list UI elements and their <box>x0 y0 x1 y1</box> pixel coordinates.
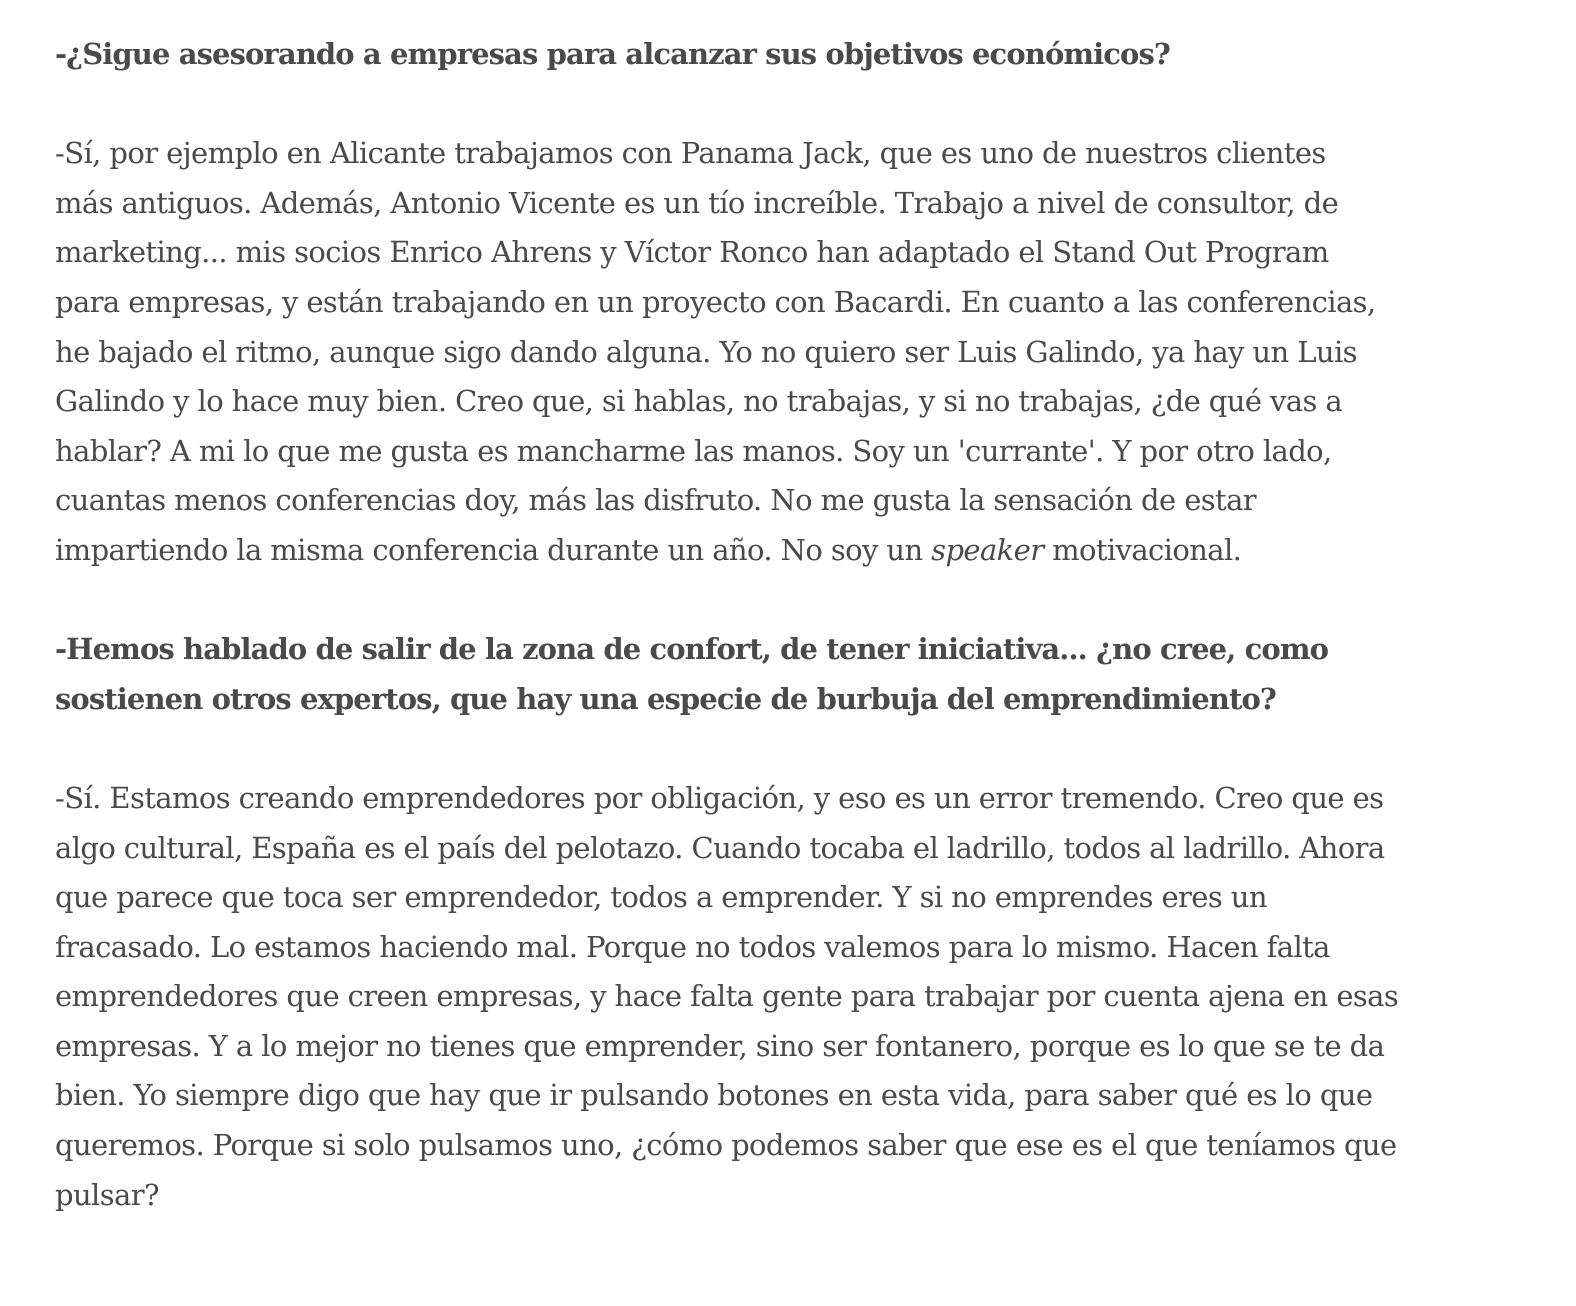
text-line: -Hemos hablado de salir de la zona de confort, de tener iniciativa... ¿no cree, como <box>55 632 1329 667</box>
text-line: bien. Yo siempre digo que hay que ir pulsando botones en esta vida, para saber qué es lo que <box>55 1078 1373 1113</box>
interview-answer-2 <box>55 774 1565 1220</box>
emphasis-speaker: speaker <box>931 532 1044 567</box>
text-line: Galindo y lo hace muy bien. Creo que, si hablas, no trabajas, y si no trabajas, ¿de qué vas a <box>55 384 1343 419</box>
paragraph-gap <box>55 80 1565 130</box>
text-line: empresas. Y a lo mejor no tienes que emprender, sino ser fontanero, porque es lo que se te da <box>55 1028 1385 1063</box>
text-line: emprendedores que creen empresas, y hace falta gente para trabajar por cuenta ajena en esas <box>55 979 1399 1014</box>
text-segment: impartiendo la misma conferencia durante un año. No soy un <box>55 532 932 567</box>
text-line: he bajado el ritmo, aunque sigo dando alguna. Yo no quiero ser Luis Galindo, ya hay un Luis <box>55 334 1357 369</box>
text-line: sostienen otros expertos, que hay una especie de burbuja del emprendimiento? <box>55 681 1277 716</box>
interview-question-2 <box>55 625 1565 724</box>
text-line: -Sí, por ejemplo en Alicante trabajamos con Panama Jack, que es uno de nuestros clientes <box>55 136 1326 171</box>
text-line-with-emphasis <box>55 526 1565 576</box>
paragraph-gap <box>55 576 1565 626</box>
text-line: pulsar? <box>55 1177 159 1212</box>
text-line: -Sí. Estamos creando emprendedores por obligación, y eso es un error tremendo. Creo que es <box>55 780 1384 815</box>
interview-question-1 <box>55 30 1565 80</box>
text-line: cuantas menos conferencias doy, más las disfruto. No me gusta la sensación de estar <box>55 483 1257 518</box>
text-line: algo cultural, España es el país del pelotazo. Cuando tocaba el ladrillo, todos al ladrillo. Ahora <box>55 830 1385 865</box>
text-segment: motivacional. <box>1043 532 1242 567</box>
text-line: hablar? A mi lo que me gusta es mancharme las manos. Soy un 'currante'. Y por otro lado, <box>55 433 1332 468</box>
interview-answer-1 <box>55 129 1565 575</box>
text-line: que parece que toca ser emprendedor, todos a emprender. Y si no emprendes eres un <box>55 880 1267 915</box>
paragraph-gap <box>55 724 1565 774</box>
text-line: marketing... mis socios Enrico Ahrens y Víctor Ronco han adaptado el Stand Out Program <box>55 235 1329 270</box>
text-line: queremos. Porque si solo pulsamos uno, ¿cómo podemos saber que ese es el que teníamos que <box>55 1128 1397 1163</box>
text-line: más antiguos. Además, Antonio Vicente es un tío increíble. Trabajo a nivel de consultor, de <box>55 185 1339 220</box>
text-line: fracasado. Lo estamos haciendo mal. Porque no todos valemos para lo mismo. Hacen falta <box>55 929 1330 964</box>
article-body <box>55 30 1565 1220</box>
text-line: para empresas, y están trabajando en un proyecto con Bacardi. En cuanto a las conferencias, <box>55 284 1376 319</box>
text-line: -¿Sigue asesorando a empresas para alcanzar sus objetivos económicos? <box>55 37 1171 71</box>
